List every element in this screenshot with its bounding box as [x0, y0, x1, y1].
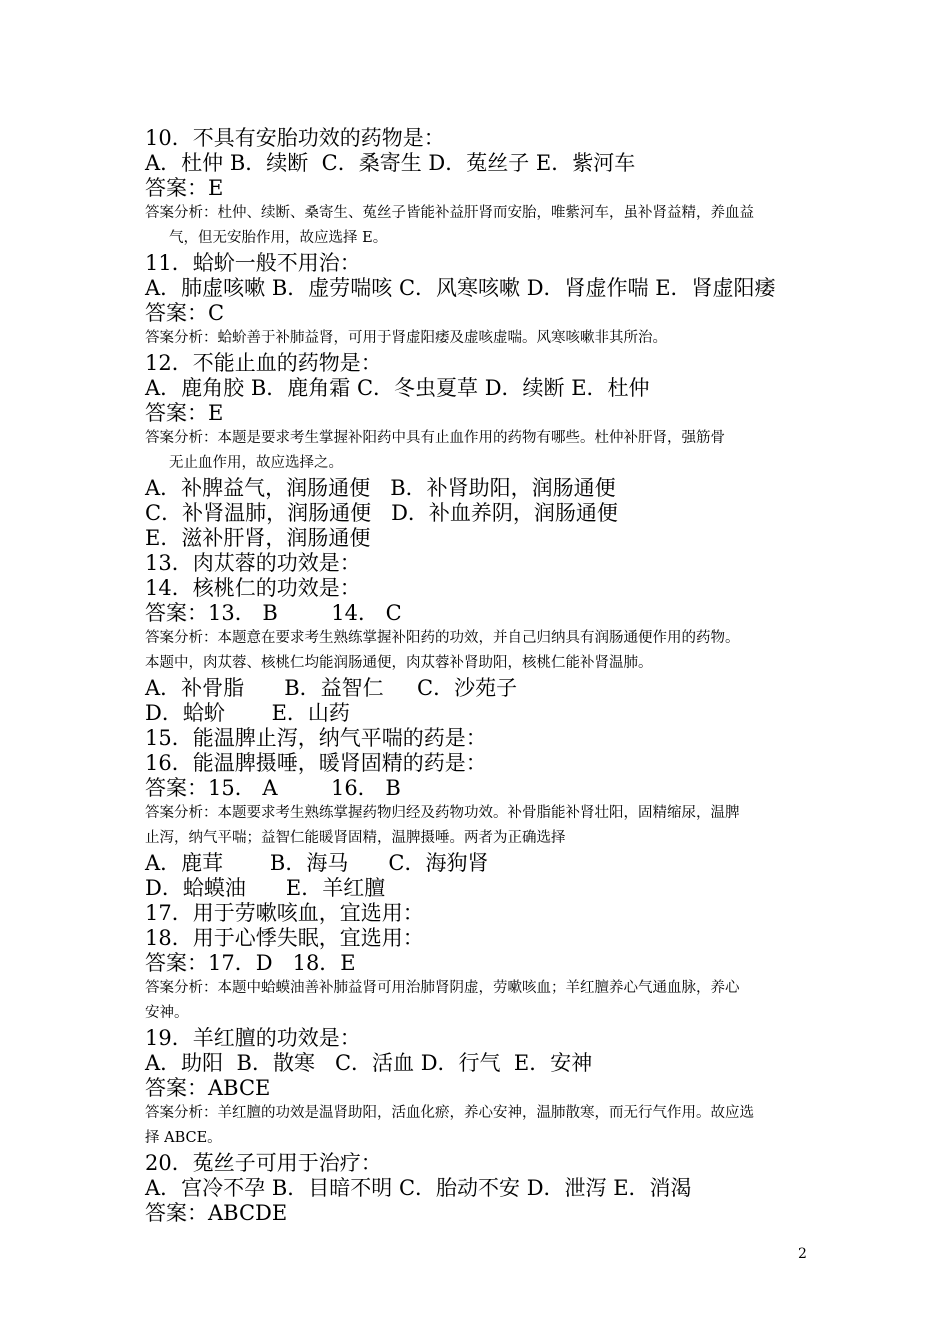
text-line: 11．蛤蚧一般不用治： — [145, 251, 361, 275]
text-line: A．鹿茸 B．海马 C．海狗肾 — [145, 851, 489, 875]
answer-analysis-line: 止泻，纳气平喘；益智仁能暖肾固精，温脾摄唾。两者为正确选择 — [145, 830, 566, 846]
text-line: 答案：17．D 18．E — [145, 951, 356, 975]
text-line: 19．羊红膻的功效是： — [145, 1026, 361, 1050]
text-line: 12．不能止血的药物是： — [145, 351, 382, 375]
answer-analysis-line: 安神。 — [145, 1005, 189, 1021]
text-line: A．助阳 B．散寒 C．活血 D．行气 E．安神 — [145, 1051, 593, 1075]
answer-analysis-line: 本题中，肉苁蓉、核桃仁均能润肠通便，肉苁蓉补肾助阳，核桃仁能补肾温肺。 — [145, 655, 653, 671]
text-line: 10．不具有安胎功效的药物是： — [145, 126, 445, 150]
text-line: 17．用于劳嗽咳血，宜选用： — [145, 901, 424, 925]
answer-analysis-line: 答案分析：羊红膻的功效是温肾助阳，活血化瘀，养心安神，温肺散寒，而无行气作用。故应选 — [145, 1105, 754, 1121]
answer-analysis-line: 无止血作用，故应选择之。 — [169, 455, 343, 471]
text-line: 答案：C — [145, 301, 225, 325]
answer-analysis-line: 答案分析：本题意在要求考生熟练掌握补阳药的功效，并自己归纳具有润肠通便作用的药物。 — [145, 630, 740, 646]
text-line: 答案：15． A 16． B — [145, 776, 401, 800]
text-line: 15．能温脾止泻，纳气平喘的药是： — [145, 726, 487, 750]
answer-analysis-line: 答案分析：杜仲、续断、桑寄生、菟丝子皆能补益肝肾而安胎，唯紫河车，虽补肾益精，养血益 — [145, 205, 754, 221]
answer-analysis-line: 择 ABCE。 — [145, 1130, 222, 1146]
text-line: A．杜仲 B．续断 C．桑寄生 D．菟丝子 E．紫河车 — [145, 151, 636, 175]
text-line: 答案：ABCE — [145, 1076, 271, 1100]
text-line: 16．能温脾摄唾，暖肾固精的药是： — [145, 751, 487, 775]
answer-analysis-line: 答案分析：蛤蚧善于补肺益肾，可用于肾虚阳痿及虚咳虚喘。风寒咳嗽非其所治。 — [145, 330, 667, 346]
text-line: 18．用于心悸失眠，宜选用： — [145, 926, 424, 950]
text-line: C．补肾温肺，润肠通便 D．补血养阴，润肠通便 — [145, 501, 618, 525]
answer-analysis-line: 答案分析：本题要求考生熟练掌握药物归经及药物功效。补骨脂能补肾壮阳，固精缩尿，温脾 — [145, 805, 740, 821]
text-line: 13．肉苁蓉的功效是： — [145, 551, 361, 575]
answer-analysis-line: 气，但无安胎作用，故应选择 E。 — [169, 230, 388, 246]
answer-analysis-line: 答案分析：本题是要求考生掌握补阳药中具有止血作用的药物有哪些。杜仲补肝肾，强筋骨 — [145, 430, 725, 446]
text-line: A．肺虚咳嗽 B．虚劳喘咳 C．风寒咳嗽 D．肾虚作喘 E．肾虚阳痿 — [145, 276, 776, 300]
text-line: A．补脾益气，润肠通便 B．补肾助阳，润肠通便 — [145, 476, 616, 500]
text-line: A．宫冷不孕 B．目暗不明 C．胎动不安 D．泄泻 E．消渴 — [145, 1176, 692, 1200]
text-line: 20．菟丝子可用于治疗： — [145, 1151, 382, 1175]
document-page — [145, 126, 825, 1226]
text-line: D．蛤蚧 E．山药 — [145, 701, 350, 725]
text-line: 答案：13． B 14． C — [145, 601, 402, 625]
text-line: A．鹿角胶 B．鹿角霜 C．冬虫夏草 D．续断 E．杜仲 — [145, 376, 650, 400]
text-line: 答案：ABCDE — [145, 1201, 288, 1225]
text-line: E．滋补肝肾，润肠通便 — [145, 526, 371, 550]
text-line: A．补骨脂 B．益智仁 C．沙苑子 — [145, 676, 518, 700]
text-line: 答案：E — [145, 401, 224, 425]
text-line: D．蛤蟆油 E．羊红膻 — [145, 876, 386, 900]
answer-analysis-line: 答案分析：本题中蛤蟆油善补肺益肾可用治肺肾阴虚，劳嗽咳血；羊红膻养心气通血脉，养心 — [145, 980, 740, 996]
page-number: 2 — [798, 1246, 807, 1262]
text-line: 答案：E — [145, 176, 224, 200]
text-line: 14．核桃仁的功效是： — [145, 576, 361, 600]
